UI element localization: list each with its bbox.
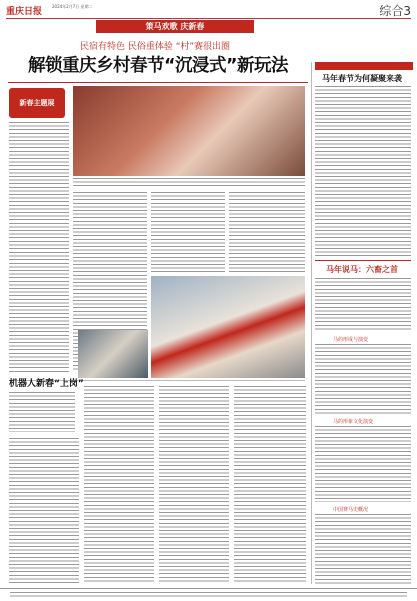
bottom-column-3 (159, 386, 229, 584)
bottom-column-4 (234, 386, 306, 584)
street-photo (151, 276, 305, 378)
right-sub4-title: 马的形象文化演变 (333, 419, 374, 425)
main-headline: 解锁重庆乡村春节“沉浸式”新玩法 (27, 56, 288, 76)
section-label: 综合3 (379, 4, 411, 18)
right-story1-title: 马年春节为何凝聚来袭 (322, 74, 402, 83)
right-story5-text (315, 514, 411, 584)
robot-story-title: 机器人新春“上岗” (9, 379, 84, 389)
masthead (6, 3, 411, 19)
dateline: 2024年2月7日 星期二 (52, 4, 93, 9)
footer-text (10, 592, 407, 597)
right-story1-text (315, 86, 411, 256)
right-story4-text (315, 426, 411, 502)
right-story2-text (315, 278, 411, 332)
robot-photo (78, 330, 148, 378)
column-divider (311, 62, 312, 584)
kicker: 民宿有特色 民俗重体验 “村”赛很出圈 (79, 42, 231, 52)
robot-story-text (9, 392, 75, 432)
photo-caption (73, 178, 305, 188)
newspaper-logo: 重庆日报 (6, 7, 43, 17)
article-column-1b (9, 252, 69, 372)
article-column-4 (229, 192, 305, 272)
headline-rule (8, 82, 308, 83)
bottom-column-1 (9, 438, 79, 584)
right-story2-title: 马年说马：六畜之首 (326, 265, 398, 274)
page-footer (0, 588, 417, 601)
festival-banner: 策马欢歌 庆新春 (96, 20, 254, 33)
right-sub5-title: 中国赛马史概况 (333, 507, 369, 513)
right-story3-text (315, 344, 411, 414)
right-story-rule (315, 260, 411, 261)
article-column-3 (151, 192, 225, 272)
market-photo (73, 86, 305, 176)
right-sub3-title: 马的形成与演变 (333, 337, 369, 343)
right-header (315, 62, 413, 70)
feature-stamp: 新春主题展 (9, 88, 65, 118)
article-column-1 (9, 122, 69, 250)
bottom-column-2 (84, 386, 154, 584)
